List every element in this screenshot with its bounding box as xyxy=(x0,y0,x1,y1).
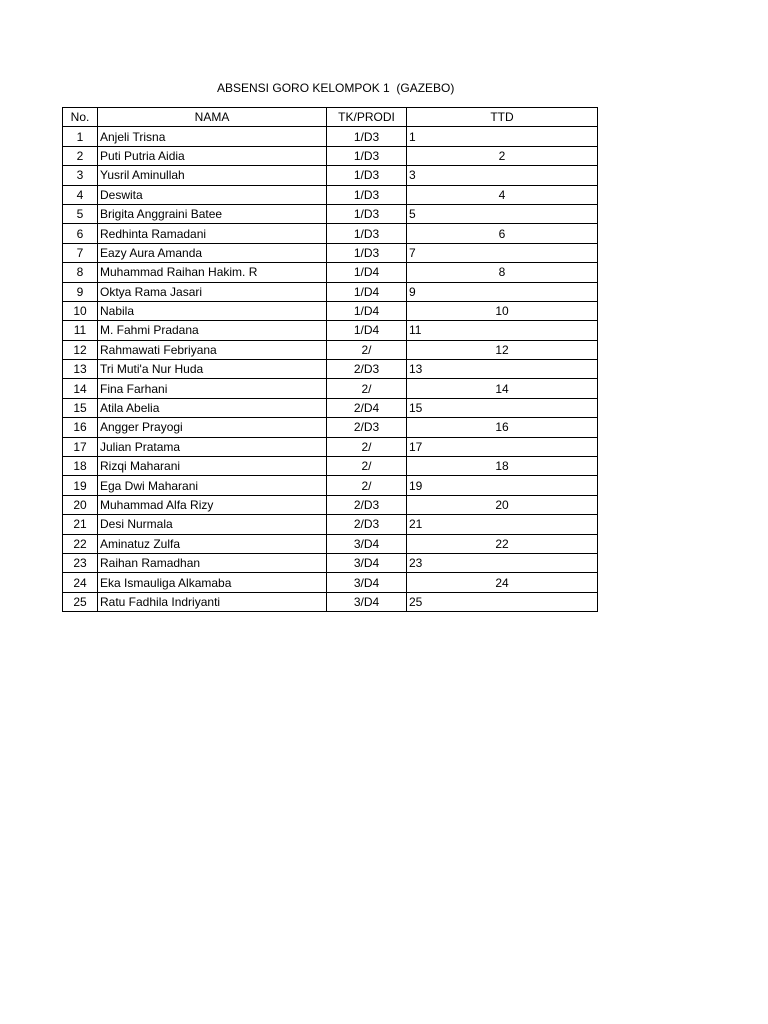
cell-prodi: 2/D4 xyxy=(327,398,407,417)
cell-nama: M. Fahmi Pradana xyxy=(98,321,327,340)
cell-prodi: 1/D4 xyxy=(327,301,407,320)
cell-ttd: 15 xyxy=(407,398,598,417)
cell-ttd: 4 xyxy=(407,185,598,204)
cell-nama: Anjeli Trisna xyxy=(98,127,327,146)
cell-nama: Puti Putria Aidia xyxy=(98,146,327,165)
cell-prodi: 1/D3 xyxy=(327,185,407,204)
cell-ttd: 23 xyxy=(407,553,598,572)
cell-no: 2 xyxy=(63,146,98,165)
cell-prodi: 2/ xyxy=(327,476,407,495)
table-row xyxy=(63,495,598,514)
cell-ttd: 21 xyxy=(407,515,598,534)
cell-no: 10 xyxy=(63,301,98,320)
cell-prodi: 1/D3 xyxy=(327,127,407,146)
table-row xyxy=(63,263,598,282)
table-row xyxy=(63,418,598,437)
cell-prodi: 2/ xyxy=(327,379,407,398)
table-row xyxy=(63,360,598,379)
cell-no: 7 xyxy=(63,243,98,262)
cell-nama: Fina Farhani xyxy=(98,379,327,398)
table-row xyxy=(63,437,598,456)
cell-no: 19 xyxy=(63,476,98,495)
cell-no: 23 xyxy=(63,553,98,572)
header-nama: NAMA xyxy=(98,108,327,127)
cell-ttd: 17 xyxy=(407,437,598,456)
cell-no: 24 xyxy=(63,573,98,592)
cell-no: 18 xyxy=(63,457,98,476)
table-header-row xyxy=(63,108,598,127)
cell-nama: Eazy Aura Amanda xyxy=(98,243,327,262)
table-row xyxy=(63,457,598,476)
cell-nama: Raihan Ramadhan xyxy=(98,553,327,572)
cell-nama: Yusril Aminullah xyxy=(98,166,327,185)
cell-ttd: 9 xyxy=(407,282,598,301)
cell-nama: Nabila xyxy=(98,301,327,320)
cell-prodi: 2/D3 xyxy=(327,360,407,379)
cell-prodi: 2/ xyxy=(327,340,407,359)
cell-nama: Julian Pratama xyxy=(98,437,327,456)
cell-ttd: 7 xyxy=(407,243,598,262)
cell-nama: Tri Muti'a Nur Huda xyxy=(98,360,327,379)
cell-prodi: 3/D4 xyxy=(327,573,407,592)
cell-prodi: 1/D4 xyxy=(327,263,407,282)
cell-prodi: 3/D4 xyxy=(327,553,407,572)
cell-nama: Deswita xyxy=(98,185,327,204)
table-row xyxy=(63,592,598,611)
cell-nama: Muhammad Raihan Hakim. R xyxy=(98,263,327,282)
cell-no: 16 xyxy=(63,418,98,437)
cell-no: 14 xyxy=(63,379,98,398)
table-row xyxy=(63,166,598,185)
table-row xyxy=(63,146,598,165)
cell-ttd: 5 xyxy=(407,204,598,223)
header-prodi: TK/PRODI xyxy=(327,108,407,127)
table-row xyxy=(63,282,598,301)
cell-nama: Rahmawati Febriyana xyxy=(98,340,327,359)
cell-prodi: 2/D3 xyxy=(327,495,407,514)
cell-no: 6 xyxy=(63,224,98,243)
cell-no: 22 xyxy=(63,534,98,553)
cell-ttd: 12 xyxy=(407,340,598,359)
cell-ttd: 16 xyxy=(407,418,598,437)
cell-ttd: 10 xyxy=(407,301,598,320)
cell-prodi: 3/D4 xyxy=(327,534,407,553)
cell-ttd: 11 xyxy=(407,321,598,340)
table-row xyxy=(63,573,598,592)
cell-no: 4 xyxy=(63,185,98,204)
cell-no: 15 xyxy=(63,398,98,417)
table-body xyxy=(63,127,598,612)
cell-ttd: 24 xyxy=(407,573,598,592)
cell-nama: Ratu Fadhila Indriyanti xyxy=(98,592,327,611)
cell-no: 13 xyxy=(63,360,98,379)
cell-ttd: 3 xyxy=(407,166,598,185)
table-row xyxy=(63,515,598,534)
cell-prodi: 1/D3 xyxy=(327,204,407,223)
cell-prodi: 1/D3 xyxy=(327,166,407,185)
cell-prodi: 2/D3 xyxy=(327,515,407,534)
cell-prodi: 1/D3 xyxy=(327,243,407,262)
cell-nama: Muhammad Alfa Rizy xyxy=(98,495,327,514)
cell-ttd: 22 xyxy=(407,534,598,553)
cell-no: 17 xyxy=(63,437,98,456)
cell-no: 5 xyxy=(63,204,98,223)
table-row xyxy=(63,398,598,417)
table-row xyxy=(63,301,598,320)
cell-nama: Desi Nurmala xyxy=(98,515,327,534)
cell-no: 9 xyxy=(63,282,98,301)
cell-ttd: 6 xyxy=(407,224,598,243)
cell-ttd: 18 xyxy=(407,457,598,476)
cell-no: 20 xyxy=(63,495,98,514)
table-row xyxy=(63,476,598,495)
cell-ttd: 13 xyxy=(407,360,598,379)
cell-ttd: 8 xyxy=(407,263,598,282)
table-row xyxy=(63,204,598,223)
table-row xyxy=(63,379,598,398)
table-row xyxy=(63,185,598,204)
header-no: No. xyxy=(63,108,98,127)
cell-prodi: 2/ xyxy=(327,457,407,476)
table-row xyxy=(63,321,598,340)
cell-prodi: 1/D4 xyxy=(327,321,407,340)
cell-nama: Ega Dwi Maharani xyxy=(98,476,327,495)
cell-prodi: 1/D3 xyxy=(327,146,407,165)
cell-ttd: 2 xyxy=(407,146,598,165)
cell-nama: Atila Abelia xyxy=(98,398,327,417)
table-row xyxy=(63,534,598,553)
header-ttd: TTD xyxy=(407,108,598,127)
cell-prodi: 2/D3 xyxy=(327,418,407,437)
cell-nama: Eka Ismauliga Alkamaba xyxy=(98,573,327,592)
table-row xyxy=(63,340,598,359)
document-title: ABSENSI GORO KELOMPOK 1 (GAZEBO) xyxy=(217,81,455,95)
cell-ttd: 19 xyxy=(407,476,598,495)
cell-no: 12 xyxy=(63,340,98,359)
cell-nama: Brigita Anggraini Batee xyxy=(98,204,327,223)
cell-ttd: 25 xyxy=(407,592,598,611)
cell-prodi: 1/D4 xyxy=(327,282,407,301)
cell-nama: Aminatuz Zulfa xyxy=(98,534,327,553)
cell-prodi: 1/D3 xyxy=(327,224,407,243)
cell-ttd: 1 xyxy=(407,127,598,146)
table-row xyxy=(63,553,598,572)
cell-nama: Redhinta Ramadani xyxy=(98,224,327,243)
cell-nama: Angger Prayogi xyxy=(98,418,327,437)
cell-nama: Oktya Rama Jasari xyxy=(98,282,327,301)
cell-no: 11 xyxy=(63,321,98,340)
cell-no: 21 xyxy=(63,515,98,534)
cell-no: 25 xyxy=(63,592,98,611)
cell-no: 3 xyxy=(63,166,98,185)
cell-no: 8 xyxy=(63,263,98,282)
attendance-table xyxy=(62,107,598,612)
cell-ttd: 20 xyxy=(407,495,598,514)
table-row xyxy=(63,127,598,146)
cell-prodi: 2/ xyxy=(327,437,407,456)
cell-nama: Rizqi Maharani xyxy=(98,457,327,476)
table-row xyxy=(63,243,598,262)
cell-prodi: 3/D4 xyxy=(327,592,407,611)
cell-ttd: 14 xyxy=(407,379,598,398)
table-row xyxy=(63,224,598,243)
cell-no: 1 xyxy=(63,127,98,146)
